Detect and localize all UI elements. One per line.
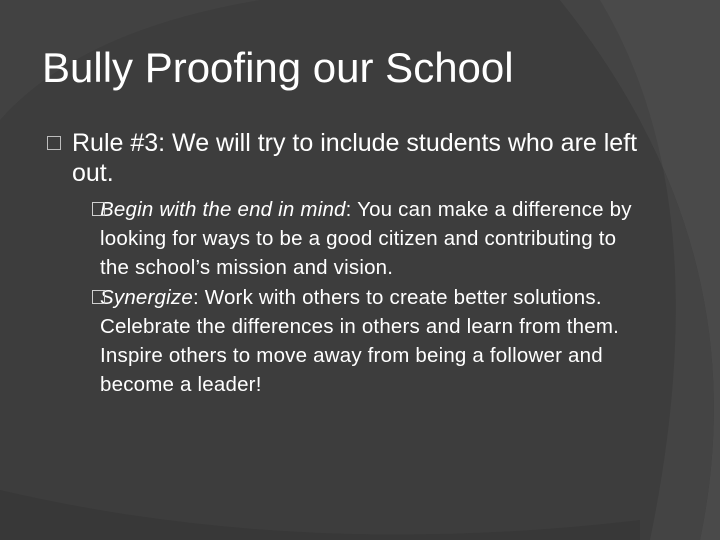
sub-bullet-lead: Begin with the end in mind <box>100 198 346 221</box>
bullet-square-icon <box>92 290 105 304</box>
sub-bullet-lead: Synergize <box>100 286 193 309</box>
sub-bullet-begin <box>42 195 642 282</box>
slide-title: Bully Proofing our School <box>42 44 514 91</box>
sub-bullet-text: : You can make a difference by looking for ways to be a good citizen and contributing to the school’s mission and vision. <box>100 198 632 279</box>
sub-bullet-text: : Work with others to create better solutions. Celebrate the differences in others and learn from them. Inspire others to move away from being a follower and become a leader! <box>100 286 620 396</box>
sub-bullet-synergize <box>42 283 642 399</box>
rule-text: Rule #3: We will try to include students who are left out. <box>72 129 638 187</box>
bullet-square-icon <box>47 136 61 150</box>
slide-body <box>42 128 642 400</box>
bullet-square-icon <box>92 202 105 216</box>
arc-band-bottom <box>0 490 640 540</box>
rule-bullet <box>42 128 642 188</box>
